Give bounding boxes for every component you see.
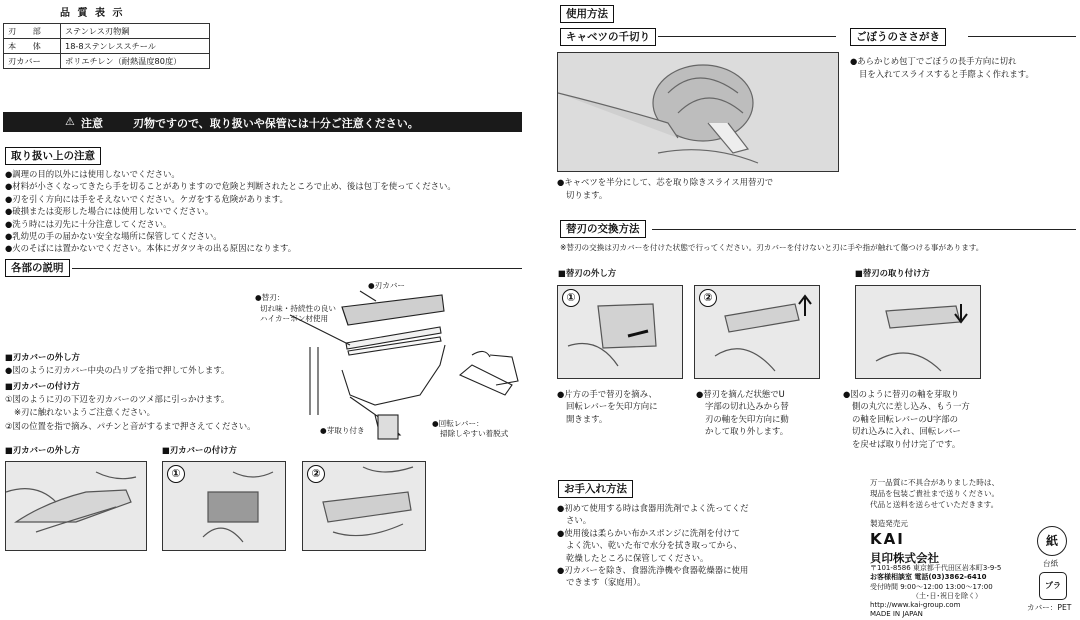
blade-remove-title: ■替刃の外し方 [558, 268, 617, 278]
quality-row: 刃カバー ポリエチレン（耐熱温度80度） [4, 54, 210, 69]
list-item: ●乳幼児の手の届かない安全な場所に保管してください。 [5, 231, 222, 242]
list-item: ●初めて使用する時は食器用洗剤でよく洗ってくだ [557, 503, 749, 513]
handling-list [5, 168, 456, 255]
pet-label: カバー：PET [1027, 603, 1072, 612]
divider [652, 229, 1076, 230]
cover-attach-title: ■刃カバーの付け方 [5, 381, 80, 391]
caution-bar [3, 112, 522, 132]
step-number-2: ② [699, 289, 717, 307]
cabbage-text: 切ります。 [566, 190, 608, 200]
caution-label: 注意 [81, 117, 103, 130]
cover-attach-line: ①図のように刃の下辺を刃カバーのツメ部に引っかけます。 [5, 394, 230, 404]
company-contact: 〒101-8586 東京都千代田区岩本町3-9-5 お客様相談室 電話(03)3862-6410 受付時間 9:00～12:00 13:00～17:00 （土･日･祝日を除く） http://www.kai-group.com MADE IN JAPAN [870, 564, 1002, 619]
step-number-1: ① [562, 289, 580, 307]
usage-title: 使用方法 [560, 5, 614, 23]
warning-icon: ⚠ [65, 115, 75, 128]
sprout-label: ●芽取り付き [320, 426, 365, 435]
photo-blade-remove-2 [694, 285, 820, 379]
maker-label: 製造発売元 [870, 519, 908, 528]
blade-attach-title: ■替刃の取り付け方 [855, 268, 930, 278]
peeler-diagram [250, 285, 522, 445]
cover-remove-title: ■刃カバーの外し方 [5, 352, 80, 362]
photo-blade-attach [855, 285, 981, 379]
cover-label: ●刃カバー [368, 281, 406, 290]
plastic-recycle-icon: プラ [1039, 572, 1067, 600]
exchange-step-1: ●片方の手で替刃を摘み、 回転レバーを矢印方向に 開きます。 [557, 389, 658, 424]
blade-desc: 切れ味・持続性の良い [260, 304, 336, 313]
exchange-step-3: ●図のように替刃の軸を芽取り 側の丸穴に差し込み、もう一方 の軸を回転レバーのU字部の 切れ込みに入れ、回転レバー を戻せば取り付け完了です。 [843, 389, 970, 449]
handling-title: 取り扱い上の注意 [5, 147, 101, 165]
photo-cover-attach-2 [302, 461, 426, 551]
caution-text: 刃物ですので、取り扱いや保管には十分ご注意ください。 [133, 117, 419, 130]
list-item: ●刃を引く方向には手をそえないでください。ケガをする危険があります。 [5, 193, 288, 204]
photo-title-remove: ■刃カバーの外し方 [5, 445, 80, 455]
quality-row: 刃 部 ステンレス刃物鋼 [4, 24, 210, 39]
gobo-text: ●あらかじめ包丁でごぼうの長手方向に切れ [850, 56, 1017, 66]
exchange-step-2: ●替刃を摘んだ状態でU 字部の切れ込みから替 刃の軸を矢印方向に動 かして取り外します。 [696, 389, 789, 437]
website-link[interactable]: http://www.kai-group.com [870, 601, 961, 610]
list-item: ●刃カバーを除き、食器洗浄機や食器乾燥器に使用 [557, 565, 749, 576]
divider [968, 36, 1076, 37]
cover-remove-text: ●図のように刃カバー中央の凸リブを指で押して外します。 [5, 365, 230, 375]
list-item: ●破損または変形した場合には使用しないでください。 [5, 206, 214, 217]
parts-title: 各部の説明 [5, 259, 70, 277]
exchange-title: 替刃の交換方法 [560, 220, 646, 238]
cover-attach-line: ②図の位置を指で摘み、パチンと音がするまで押さえてください。 [5, 421, 256, 431]
quality-title: 品 質 表 示 [60, 8, 125, 19]
quality-table [3, 23, 210, 69]
step-number-2: ② [307, 465, 325, 483]
company-name: 貝印株式会社 [870, 551, 939, 565]
cabbage-text: ●キャベツを半分にして、芯を取り除きスライス用替刃で [557, 177, 774, 187]
lever-label: ●回転レバー： [432, 419, 484, 428]
list-item: ●火のそばには置かないでください。本体にガタツキの出る原因になります。 [5, 243, 297, 254]
photo-cover-attach-1 [162, 461, 286, 551]
list-item: ●洗う時には刃先に十分注意してください。 [5, 218, 172, 229]
gobo-text: 目を入れてスライスすると手際よく作れます。 [859, 69, 1034, 79]
divider [72, 268, 522, 269]
photo-cover-remove [5, 461, 147, 551]
lever-desc: 掃除しやすい着脱式 [440, 429, 509, 438]
list-item: ●使用後は柔らかい布かスポンジに洗剤を付けて [557, 527, 740, 538]
list-item: ●材料が小さくなってきたら手を切ることがありますので危険と判断されたところで止め、後は包丁を使ってください。 [5, 181, 456, 192]
divider [658, 36, 836, 37]
paper-label: 台紙 [1043, 559, 1059, 568]
blade-desc: ハイカーボン材使用 [260, 314, 329, 323]
care-title: お手入れ方法 [558, 480, 633, 498]
photo-cabbage [557, 52, 839, 172]
list-item: ●調理の目的以外には使用しないでください。 [5, 169, 180, 179]
care-list: ●初めて使用する時は食器用洗剤でよく洗ってくだ さい。 ●使用後は柔らかい布かスポンジに洗剤を付けて よく洗い、乾いた布で水分を拭き取ってから、 乾燥したところに保管してください。 ●刃カバーを除き、食器洗浄機や食器乾燥器に使用 できます（家庭用）。 [557, 503, 749, 588]
cover-attach-note: ※刃に触れないようご注意ください。 [14, 407, 156, 417]
defect-note: 万一品質に不具合がありました時は、 現品を包装ご貴社まで送りください。 代品と送料を送らせていただきます。 [870, 478, 1000, 509]
photo-title-attach: ■刃カバーの付け方 [162, 445, 237, 455]
cabbage-title: キャベツの千切り [560, 28, 656, 46]
photo-blade-remove-1 [557, 285, 683, 379]
exchange-note: ※替刃の交換は刃カバーを付けた状態で行ってください。刃カバーを付けないと刃に手や指が触れて傷つける事があります。 [560, 243, 984, 252]
blade-label: ●替刃： [255, 293, 285, 302]
quality-row: 本 体 18-8ステンレススチール [4, 39, 210, 54]
step-number-1: ① [167, 465, 185, 483]
kai-logo: KAI [870, 530, 905, 548]
gobo-title: ごぼうのささがき [850, 28, 946, 46]
paper-recycle-icon: 紙 [1037, 526, 1067, 556]
